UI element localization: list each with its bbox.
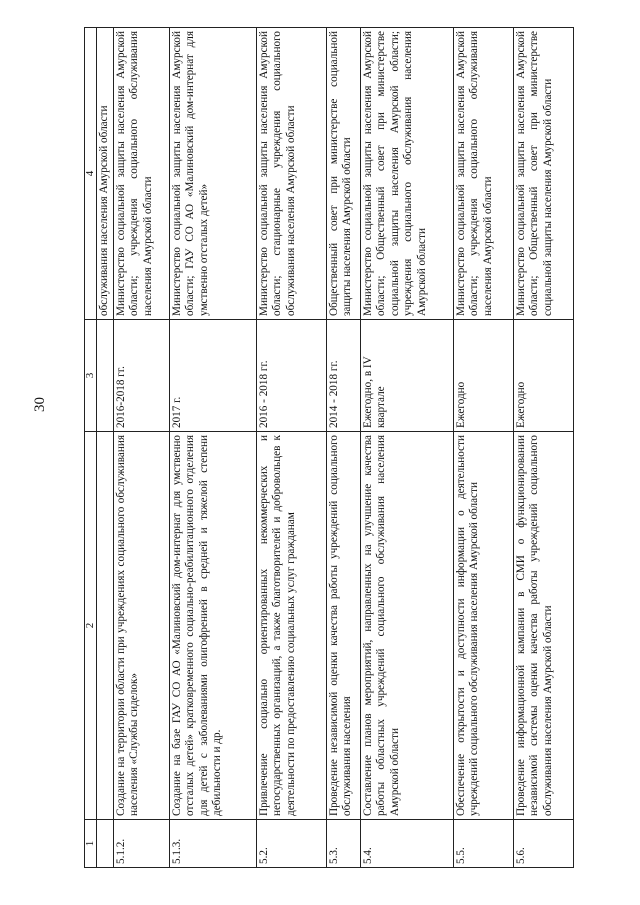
row-period: Ежегодно <box>453 320 513 432</box>
row-number: 5.4. <box>360 820 453 868</box>
row-executors: Министерство социальной защиты населения Амурской области; учреждения социального обслуживания населения Амурской области <box>453 28 513 320</box>
row-measure: Привлечение социально ориентированных некоммерческих и негосударственных организаций, а также благотворителей и добровольцев к деятельности по предоставлению социальных услуг гражданам <box>256 432 326 820</box>
cont-executors-cell: обслуживания населения Амурской области <box>97 28 114 320</box>
row-measure: Создание на территории области при учреждениях социального обслуживания населения «Службы сиделок» <box>113 432 169 820</box>
row-measure: Проведение информационной кампании в СМИ о функционировании независимой системы оценки качества работы учреждений социального обслуживания населения Амурской области <box>513 432 573 820</box>
continuation-row <box>97 28 114 868</box>
row-measure: Проведение независимой оценки качества работы учреждений социального обслуживания населения <box>326 432 360 820</box>
row-executors: Министерство социальной защиты населения Амурской области; Общественный совет при министерстве социальной защиты населения Амурской области <box>513 28 573 320</box>
row-period: 2017 г. <box>169 320 256 432</box>
row-executors: Министерство социальной защиты населения Амурской области; ГАУ СО АО «Малиновский дом-интернат для умственно отсталых детей» <box>169 28 256 320</box>
row-number: 5.6. <box>513 820 573 868</box>
table-row <box>513 28 573 868</box>
cont-period-cell <box>97 320 114 432</box>
table-row <box>453 28 513 868</box>
table-row <box>326 28 360 868</box>
row-period: Ежегодно, в IV квартале <box>360 320 453 432</box>
row-period: Ежегодно <box>513 320 573 432</box>
row-measure: Обеспечение открытости и доступности информации о деятельности учреждений социального обслуживания населения Амурской области <box>453 432 513 820</box>
table-row <box>360 28 453 868</box>
row-executors: Министерство социальной защиты населения Амурской области; Общественный совет при министерстве социальной защиты населения Амурской области; учреждения социального обслуживания населения Амурской области <box>360 28 453 320</box>
row-number: 5.3. <box>326 820 360 868</box>
row-executors: Общественный совет при министерстве социальной защиты населения Амурской области <box>326 28 360 320</box>
row-measure: Составление планов мероприятий, направленных на улучшение качества работы областных учреждений социального обслуживания населения Амурской области <box>360 432 453 820</box>
row-number: 5.1.3. <box>169 820 256 868</box>
row-measure: Создание на базе ГАУ СО АО «Малиновский дом-интернат для умственно отсталых детей» кратковременного социально-реабилитационного отделения для детей с заболеваниями олигофренией в средней и тяжелой степени дебильности и др. <box>169 432 256 820</box>
measures-table <box>84 27 574 868</box>
header-col-4: 4 <box>85 28 97 320</box>
cont-num-cell <box>97 820 114 868</box>
header-col-1: 1 <box>85 820 97 868</box>
row-number: 5.1.2. <box>113 820 169 868</box>
row-period: 2016 - 2018 гг. <box>256 320 326 432</box>
page-number: 30 <box>32 397 48 412</box>
header-row <box>85 28 97 868</box>
row-executors: Министерство социальной защиты населения Амурской области; стационарные учреждения социального обслуживания населения Амурской области <box>256 28 326 320</box>
cont-text-cell <box>97 432 114 820</box>
rotated-table-container <box>84 28 593 868</box>
table-row <box>169 28 256 868</box>
row-period: 2016-2018 гг. <box>113 320 169 432</box>
row-executors: Министерство социальной защиты населения Амурской области; учреждения социального обслуживания населения Амурской области <box>113 28 169 320</box>
header-col-3: 3 <box>85 320 97 432</box>
table-row <box>113 28 169 868</box>
row-number: 5.5. <box>453 820 513 868</box>
table-row <box>256 28 326 868</box>
header-col-2: 2 <box>85 432 97 820</box>
row-number: 5.2. <box>256 820 326 868</box>
row-period: 2014 - 2018 гг. <box>326 320 360 432</box>
